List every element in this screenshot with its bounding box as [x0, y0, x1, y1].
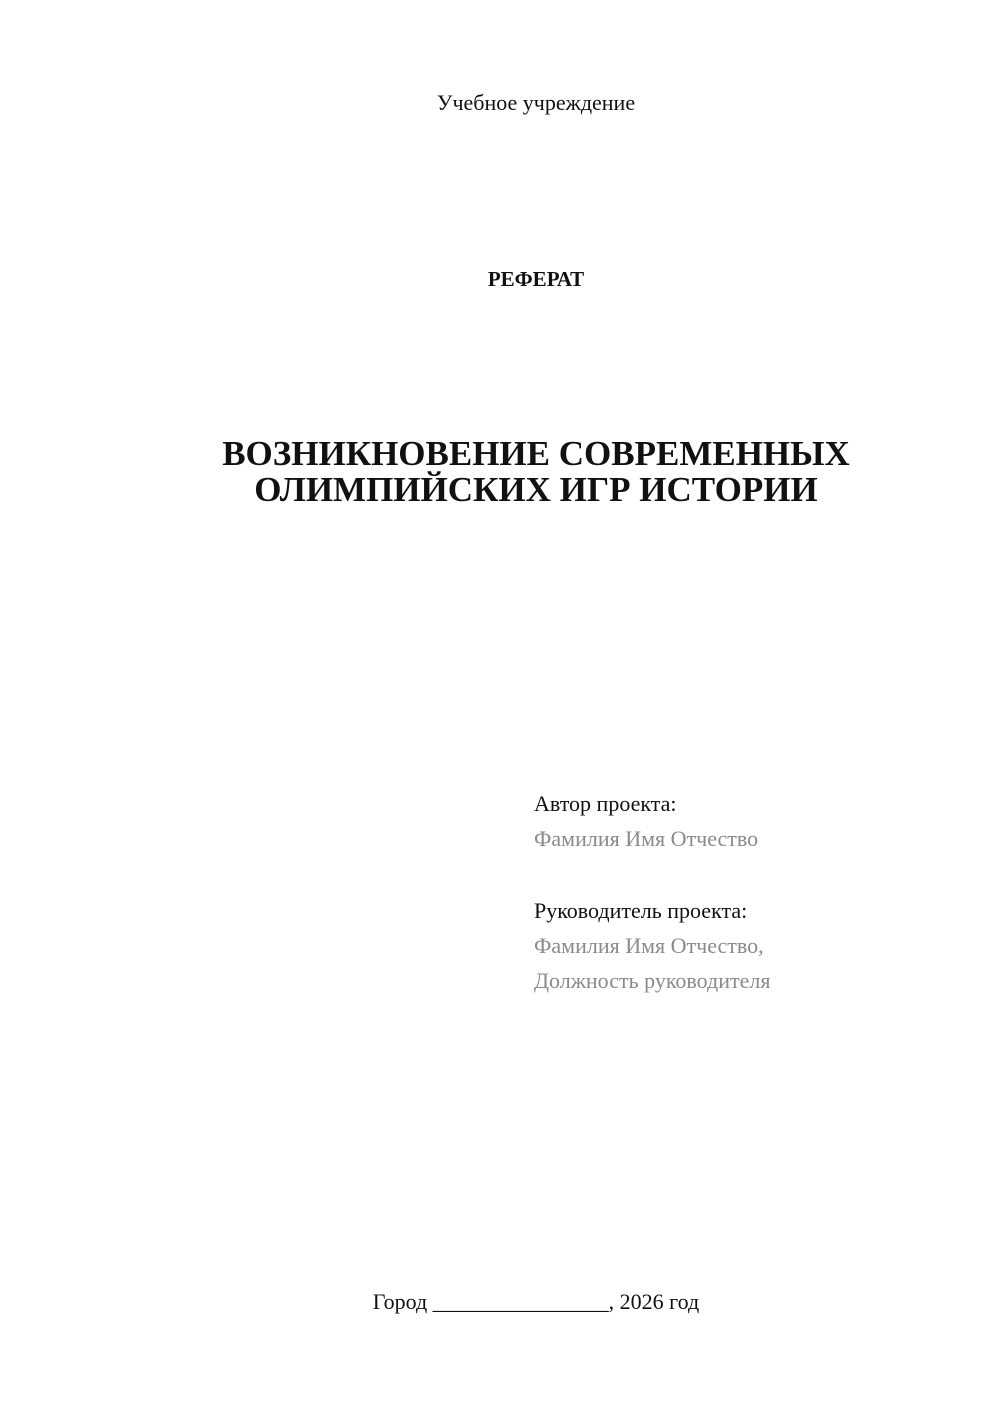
supervisor-block: [534, 893, 770, 998]
institution-name: Учебное учреждение: [436, 90, 636, 115]
author-block: [534, 786, 758, 856]
document-type: РЕФЕРАТ: [487, 267, 585, 291]
author-label: Автор проекта:: [534, 791, 677, 816]
supervisor-label: Руководитель проекта:: [534, 898, 748, 923]
supervisor-position: Должность руководителя: [534, 968, 771, 993]
document-title: [0, 436, 1000, 508]
title-line-1: ВОЗНИКНОВЕНИЕ СОВРЕМЕННЫХ: [222, 434, 850, 473]
author-name: Фамилия Имя Отчество: [534, 826, 759, 851]
title-line-2: ОЛИМПИЙСКИХ ИГР ИСТОРИИ: [254, 470, 818, 509]
supervisor-name: Фамилия Имя Отчество,: [534, 933, 764, 958]
city-year-footer: Город ________________, 2026 год: [372, 1289, 700, 1314]
